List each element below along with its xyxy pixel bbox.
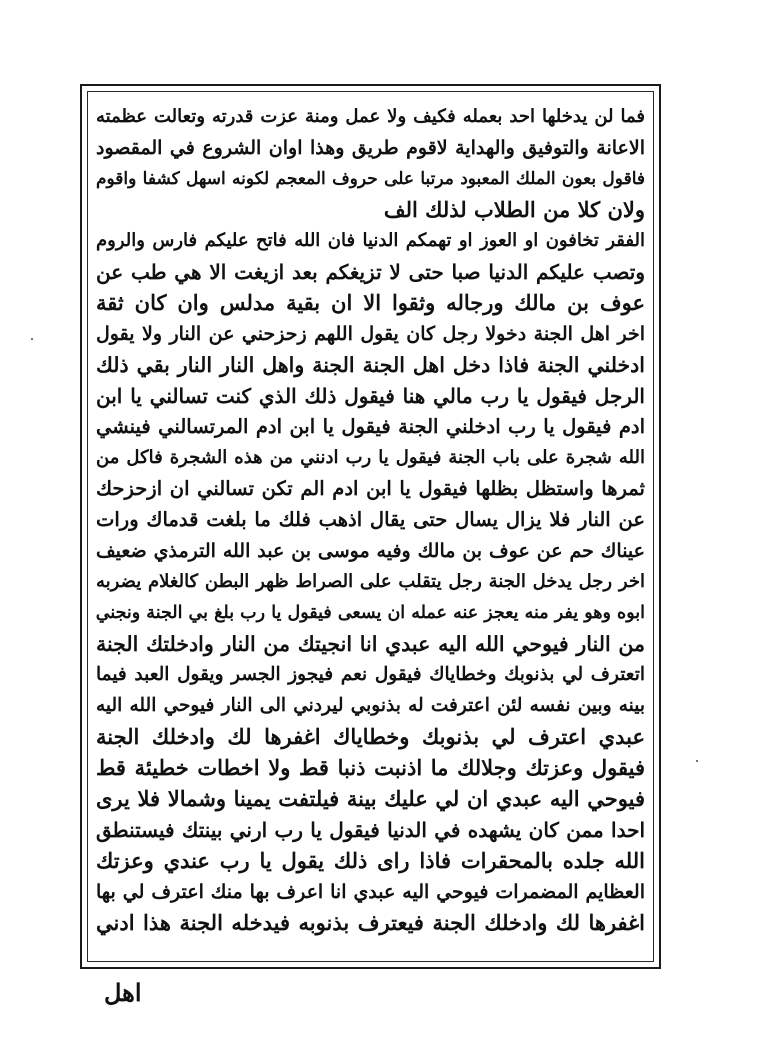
catchword: اهل bbox=[104, 978, 142, 1007]
text-line: فاقول بعون الملك المعبود مرتبا على حروف المعجم لكونه اسهل كشفا واقوم bbox=[96, 169, 645, 189]
text-line: اتعترف لي بذنوبك وخطاياك فيقول نعم فيجوز الجسر ويقول العبد فيما bbox=[96, 664, 645, 685]
scan-speck bbox=[31, 338, 33, 340]
text-line: فيقول وعزتك وجلالك ما اذنبت ذنبا قط ولا اخطات خطيئة قط bbox=[96, 755, 645, 780]
text-line: عبدي اعترف لي بذنوبك وخطاياك اغفرها لك وادخلك الجنة bbox=[96, 724, 645, 749]
text-line: عن النار فلا يزال يسال حتى يقال اذهب فلك ما بلغت قدماك ورات bbox=[96, 508, 645, 531]
text-line: عوف بن مالك ورجاله وثقوا الا ان بقية مدلس وان كان ثقة bbox=[96, 290, 645, 315]
text-line: ولان كلا من الطلاب لذلك الف bbox=[383, 197, 645, 222]
text-line: فما لن يدخلها احد بعمله فكيف ولا عمل ومنة عزت قدرته وتعالت عظمته bbox=[96, 106, 645, 127]
text-line: ادخلني الجنة فاذا دخل اهل الجنة الجنة واهل النار النار بقي ذلك bbox=[96, 353, 645, 377]
text-line: الفقر تخافون او العوز او تهمكم الدنيا فان الله فاتح عليكم فارس والروم bbox=[96, 230, 645, 251]
text-line: فيوحي اليه عبدي ان لي عليك بينة فيلتفت يمينا وشمالا فلا يرى bbox=[96, 786, 645, 811]
text-line: الاعانة والتوفيق والهداية لاقوم طريق وهذا اوان الشروع في المقصود bbox=[96, 137, 645, 159]
text-line: عيناك حم عن عوف بن مالك وفيه موسى بن عبد الله الترمذي ضعيف bbox=[96, 540, 645, 562]
text-line: العظايم المضمرات فيوحي اليه عبدي انا اعرف بها منك اعترف لي بها bbox=[96, 881, 645, 903]
text-line: بينه وبين نفسه لئن اعترفت له بذنوبي ليردني الى النار فيوحي الله اليه bbox=[96, 695, 645, 716]
text-line: الرجل فيقول يا رب مالي هنا فيقول ذلك الذي كنت تسالني يا ابن bbox=[96, 384, 645, 408]
text-line: الله جلده بالمحقرات فاذا راى ذلك يقول يا رب عندي وعزتك bbox=[96, 848, 645, 873]
text-line: ابوه وهو يفر منه يعجز عنه عمله ان يسعى فيقول يا رب بلغ بي الجنة ونجني bbox=[96, 603, 645, 623]
text-line: وتصب عليكم الدنيا صبا حتى لا تزيغكم بعد ازيغت الا هي طب عن bbox=[96, 260, 645, 284]
text-line: ادم فيقول يا رب ادخلني الجنة فيقول يا ابن ادم المرتسالني فينشي bbox=[96, 415, 645, 438]
text-line: اخر اهل الجنة دخولا رجل كان يقول اللهم زحزحني عن النار ولا يقول bbox=[96, 323, 645, 345]
scan-speck bbox=[696, 760, 698, 762]
text-block bbox=[96, 102, 645, 958]
text-line: ثمرها واستظل بظلها فيقول يا ابن ادم الم تكن تسالني ان ازحزحك bbox=[96, 477, 645, 500]
text-line: الله شجرة على باب الجنة فيقول يا رب ادنني من هذه الشجرة فاكل من bbox=[96, 447, 645, 468]
text-line: احدا ممن كان يشهده في الدنيا فيقول يا رب ارني بينتك فيستنطق bbox=[96, 818, 645, 842]
text-line: اخر رجل يدخل الجنة رجل يتقلب على الصراط ظهر البطن كالغلام يضربه bbox=[96, 571, 645, 592]
text-line: من النار فيوحي الله اليه عبدي انا انجيتك من النار وادخلتك الجنة bbox=[96, 632, 645, 656]
text-line: اغفرها لك وادخلك الجنة فيعترف بذنوبه فيدخله الجنة هذا ادني bbox=[96, 910, 645, 935]
